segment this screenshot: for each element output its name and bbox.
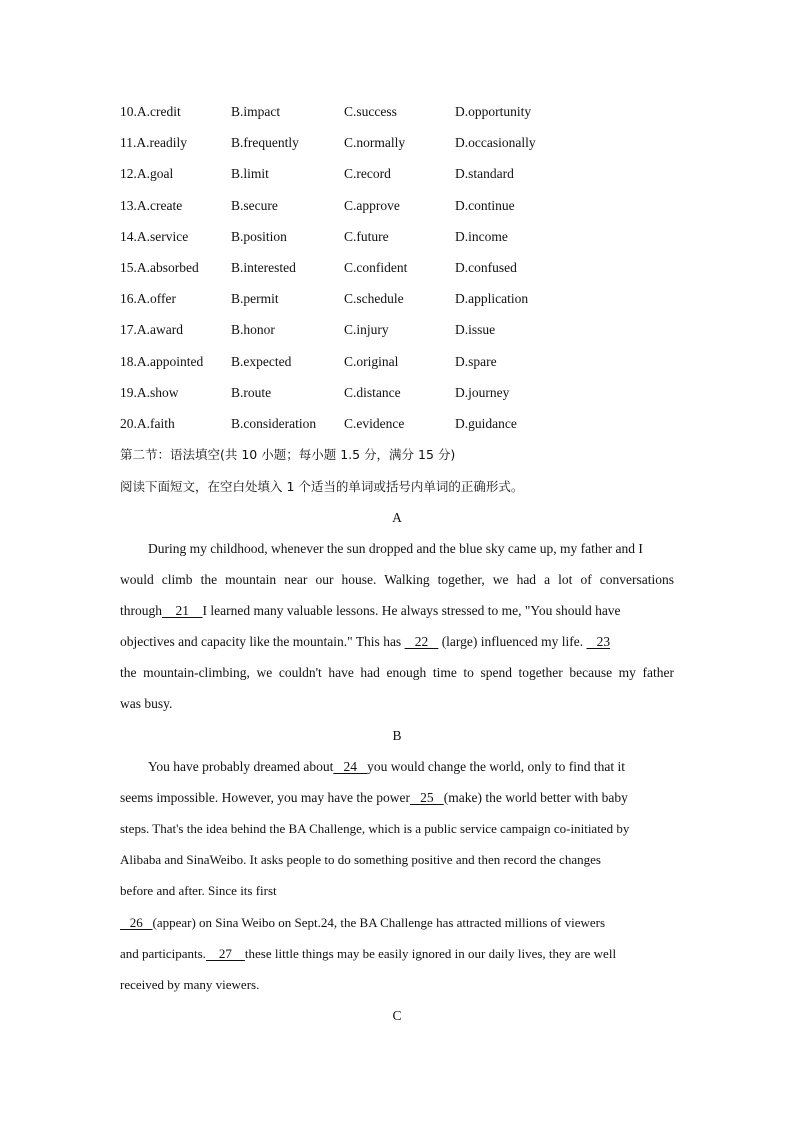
passage-b-line-1: You have probably dreamed about 24 you would change the world, only to find that it — [148, 759, 626, 774]
option-choice[interactable]: D.spare — [455, 353, 497, 369]
passage-b-label: B — [392, 728, 402, 743]
passage-b-line-6: 26 (appear) on Sina Weibo on Sept.24, the BA Challenge has attracted millions of viewers — [120, 915, 606, 930]
option-choice[interactable]: B.honor — [231, 322, 275, 338]
passage-a-label: A — [392, 510, 402, 525]
option-choice[interactable]: 18.A.appointed — [120, 353, 204, 369]
blank-24[interactable]: 24 — [333, 759, 368, 774]
option-choice[interactable]: 13.A.create — [120, 197, 183, 213]
section-heading: 第二节：语法填空(共 10 小题；每小题 1.5 分，满分 15 分) — [120, 447, 456, 462]
option-choice[interactable]: C.distance — [344, 384, 401, 400]
option-choice[interactable]: D.occasionally — [455, 135, 536, 151]
passage-c-label: C — [392, 1008, 402, 1023]
passage-b-line-5: before and after. Since its first — [120, 883, 277, 898]
option-choice[interactable]: B.interested — [231, 260, 296, 275]
passage-a-line-5: the mountain-climbing, we couldn't have had enough time to spend together because my father — [120, 665, 674, 680]
option-choice[interactable]: D.income — [455, 228, 508, 244]
blank-21[interactable]: 21 — [162, 603, 203, 618]
option-choice[interactable]: C.evidence — [344, 416, 405, 431]
option-choice[interactable]: C.normally — [344, 135, 406, 151]
option-choice[interactable]: C.future — [344, 228, 389, 244]
option-choice[interactable]: B.consideration — [231, 416, 317, 431]
option-choice[interactable]: B.permit — [231, 291, 279, 307]
option-choice[interactable]: C.original — [344, 353, 399, 369]
option-choice[interactable]: C.injury — [344, 322, 389, 338]
option-choice[interactable]: 14.A.service — [120, 228, 189, 244]
option-choice[interactable]: B.impact — [231, 104, 281, 119]
blank-22[interactable]: 22 — [404, 634, 439, 649]
blank-25[interactable]: 25 — [410, 790, 444, 805]
option-choice[interactable]: 12.A.goal — [120, 166, 174, 182]
option-choice[interactable]: 17.A.award — [120, 322, 183, 338]
option-choice[interactable]: B.limit — [231, 166, 269, 182]
option-choice[interactable]: D.guidance — [455, 416, 517, 431]
passage-b-line-3: steps. That's the idea behind the BA Challenge, which is a public service campaign co-initiated by — [120, 821, 630, 836]
option-choice[interactable]: B.frequently — [231, 135, 299, 151]
blank-27[interactable]: 27 — [205, 946, 245, 961]
option-choice[interactable]: D.journey — [455, 384, 510, 400]
section-instruction: 阅读下面短文，在空白处填入 1 个适当的单词或括号内单词的正确形式。 — [120, 479, 524, 494]
passage-b-line-8: received by many viewers. — [120, 977, 260, 992]
passage-a-line-3: through 21 I learned many valuable lessons. He always stressed to me, "You should have — [120, 603, 621, 618]
option-choice[interactable]: C.approve — [344, 197, 400, 213]
option-choice[interactable]: D.issue — [455, 322, 496, 338]
option-choice[interactable]: B.route — [231, 384, 272, 400]
passage-a-line-6: was busy. — [120, 696, 173, 711]
option-choice[interactable]: 19.A.show — [120, 384, 179, 400]
option-choice[interactable]: D.confused — [455, 260, 517, 275]
option-choice[interactable]: 16.A.offer — [120, 291, 176, 307]
passage-a-line-1: During my childhood, whenever the sun dropped and the blue sky came up, my father and I — [148, 541, 643, 556]
option-choice[interactable]: D.application — [455, 291, 529, 307]
option-choice[interactable]: C.schedule — [344, 291, 404, 307]
blank-26[interactable]: 26 — [120, 915, 153, 930]
blank-23[interactable]: 23 — [586, 634, 611, 649]
option-choice[interactable]: 15.A.absorbed — [120, 260, 199, 275]
option-choice[interactable]: B.expected — [231, 353, 292, 369]
passage-a-line-2: would climb the mountain near our house. Walking together, we had a lot of conversations — [120, 572, 674, 587]
option-choice[interactable]: D.standard — [455, 166, 514, 182]
passage-a-line-4: objectives and capacity like the mountain." This has 22 (large) influenced my life. 23 — [120, 634, 611, 649]
option-choice[interactable]: C.success — [344, 104, 397, 119]
option-choice[interactable]: C.confident — [344, 260, 408, 275]
option-choice[interactable]: 10.A.credit — [120, 104, 181, 119]
option-choice[interactable]: B.position — [231, 228, 287, 244]
passage-b-line-4: Alibaba and SinaWeibo. It asks people to do something positive and then record the changes — [120, 852, 601, 867]
passage-b-line-7: and participants. 27 these little things may be easily ignored in our daily lives, they are well — [120, 946, 617, 961]
passage-b-line-2: seems impossible. However, you may have the power 25 (make) the world better with baby — [120, 790, 628, 805]
option-choice[interactable]: D.opportunity — [455, 104, 532, 119]
option-choice[interactable]: C.record — [344, 166, 391, 182]
option-choice[interactable]: D.continue — [455, 197, 515, 213]
option-choice[interactable]: 11.A.readily — [120, 135, 187, 151]
option-choice[interactable]: B.secure — [231, 197, 278, 213]
option-choice[interactable]: 20.A.faith — [120, 416, 175, 431]
